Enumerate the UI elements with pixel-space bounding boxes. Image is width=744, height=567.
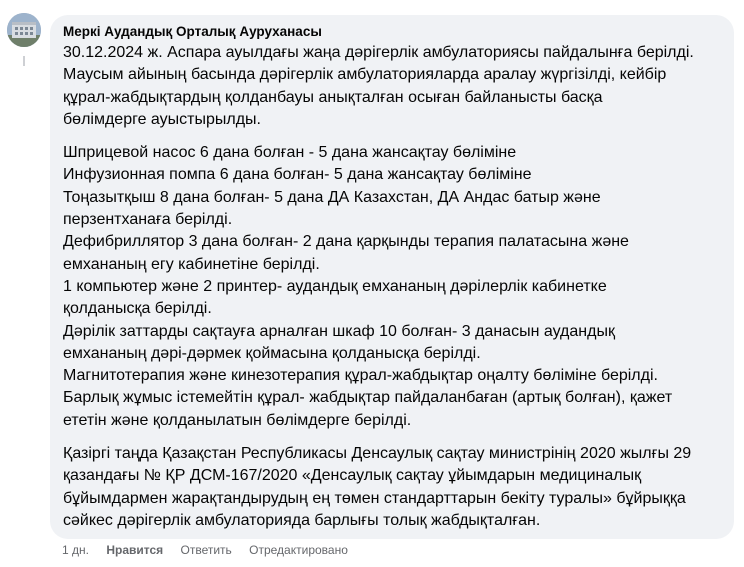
comment-line: құрал-жабдықтардың қолданбауы анықталған осыған байланысты басқа [63,88,603,106]
comment-line: бөлімдерге ауыстырылды. [63,110,261,128]
reply-button[interactable]: Ответить [180,543,232,557]
comment-line: қазандағы № ҚР ДСМ-167/2020 «Денсаулық сақтау ұйымдарын медициналық [63,467,642,485]
like-button[interactable]: Нравится [106,543,164,557]
comment-timestamp[interactable]: 1 дн. [62,543,89,557]
comment-bubble [50,15,734,539]
comment-line: Дефибриллятор 3 дана болған- 2 дана қарқынды терапия палатасына және [63,233,629,251]
comment-line: Барлық жұмыс істемейтін құрал- жабдықтар пайдаланбаған (артық болған), қажет [63,389,673,407]
comment-paragraph [63,142,722,432]
comment-author[interactable]: Меркі Аудандық Орталық Ауруханасы [63,24,322,39]
comment-line: бұйымдармен жарақтандырудың ең төмен стандарттарын бекіту туралы» бұйрыққа [63,489,686,507]
comment-line: Маусым айының басында дәрігерлік амбулаторияларда аралау жүргізілді, кейбір [63,66,667,84]
comment-line: 1 компьютер және 2 принтер- аудандық емхананың дәрілерлік кабинетке [63,277,607,295]
comment-body [63,42,722,532]
edited-label: Отредактировано [249,543,348,557]
comment-line: сәйкес дәрігерлік амбулаторияда барлығы толық жабдықталған. [63,511,541,529]
comment-line: Қазіргі таңда Қазақстан Республикасы Денсаулық сақтау министрінің 2020 жылғы 29 [63,445,692,463]
comment-line: Дәрілік заттарды сақтауға арналған шкаф 10 болған- 3 данасын аудандық [63,322,615,340]
comment-paragraph [63,42,722,131]
thread-line [23,56,25,66]
author-avatar[interactable] [7,13,41,47]
avatar-building-image [7,13,41,47]
comment-line: Магнитотерапия және кинезотерапия құрал-жабдықтар оңалту бөліміне берілді. [63,367,658,385]
comment-line: Шприцевой насос 6 дана болған - 5 дана жансақтау бөліміне [63,144,517,162]
comment-line: ететін және қолданылатын бөлімдерге берілді. [63,411,412,429]
comment-line: перзентханаға берілді. [63,211,233,229]
comment-line: емхананың дәрі-дәрмек қоймасына қолданысқа берілді. [63,344,481,362]
comment-line: Тоңазытқыш 8 дана болған- 5 дана ДА Казахстан, ДА Андас батыр және [63,188,601,206]
comment-line: Инфузионная помпа 6 дана болған- 5 дана жансақтау бөліміне [63,166,532,184]
comment-actions [62,542,362,558]
comment-line: 30.12.2024 ж. Аспара ауылдағы жаңа дәрігерлік амбулаториясы пайдалынға берілді. [63,44,694,61]
comment-line: қолданысқа берілді. [63,300,212,318]
comment-line: емхананың егу кабинетіне берілді. [63,255,320,273]
comment-paragraph [63,443,722,532]
